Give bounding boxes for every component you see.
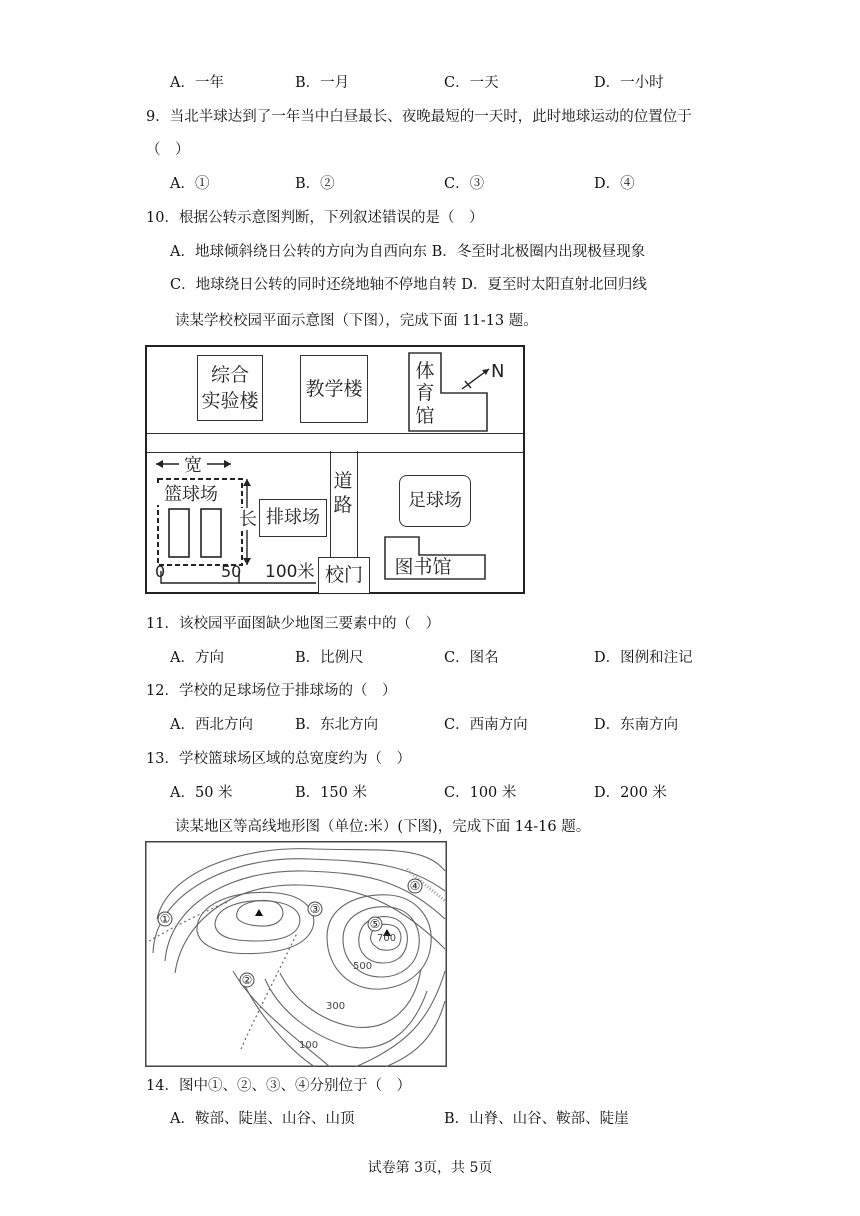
scale-label-100: 100米 <box>265 562 315 582</box>
q12-option-d: D．东南方向 <box>594 717 679 733</box>
contour-map-intro: 读某地区等高线地形图（单位:米）(下图)，完成下面 14-16 题。 <box>175 819 591 835</box>
campus-map <box>145 345 525 594</box>
basketball-label: 篮球场 <box>164 484 218 505</box>
marker-3: ③ <box>309 902 321 916</box>
contour-label-500: 500 <box>353 961 373 972</box>
q8-option-a: A．一年 <box>170 75 224 91</box>
q14-option-b: B．山脊、山谷、鞍部、陡崖 <box>444 1111 629 1127</box>
campus-map-intro: 读某学校校园平面示意图（下图），完成下面 11-13 题。 <box>175 313 538 329</box>
marker-5: ⑤ <box>369 917 381 931</box>
q9-stem: 9．当北半球达到了一年当中白昼最长、夜晚最短的一天时，此时地球运动的位置位于 <box>146 109 692 125</box>
q14-stem: 14．图中①、②、③、④分别位于（ ） <box>146 1078 411 1094</box>
q12-option-b: B．东北方向 <box>295 717 379 733</box>
school-gate: 校门 <box>318 557 370 593</box>
marker-2: ② <box>241 973 253 987</box>
q13-option-b: B．150 米 <box>295 785 367 801</box>
q8-option-d: D．一小时 <box>594 75 664 91</box>
q11-option-a: A．方向 <box>170 650 224 666</box>
lab-building: 综合 实验楼 <box>197 355 263 421</box>
contour-label-700: 700 <box>377 933 397 944</box>
page-footer: 试卷第 3页，共 5页 <box>367 1160 493 1176</box>
scale-label-0: 0 <box>155 562 166 581</box>
q13-stem: 13．学校篮球场区域的总宽度约为（ ） <box>146 751 411 767</box>
scale-bar <box>151 547 321 591</box>
north-arrow-icon <box>459 357 521 393</box>
q12-stem: 12．学校的足球场位于排球场的（ ） <box>146 683 397 699</box>
marker-4: ④ <box>409 879 421 893</box>
football-field: 足球场 <box>399 475 471 527</box>
contour-label-300: 300 <box>326 1001 346 1012</box>
library <box>383 535 489 585</box>
q14-option-a: A．鞍部、陡崖、山谷、山顶 <box>170 1111 355 1127</box>
q9-option-b: B．② <box>295 176 335 192</box>
q10-stem: 10．根据公转示意图判断，下列叙述错误的是（ ） <box>146 210 484 226</box>
gym-label-3: 馆 <box>415 405 435 427</box>
q10-options-line2: C．地球绕日公转的同时还绕地轴不停地自转 D．夏至时太阳直射北回归线 <box>170 277 647 293</box>
q9-option-c: C．③ <box>444 176 485 192</box>
marker-1: ① <box>159 912 171 926</box>
q11-option-d: D．图例和注记 <box>594 650 693 666</box>
q12-option-a: A．西北方向 <box>170 717 253 733</box>
q12-option-c: C．西南方向 <box>444 717 528 733</box>
q13-option-a: A．50 米 <box>170 785 233 801</box>
q8-option-c: C．一天 <box>444 75 499 91</box>
contour-label-100: 100 <box>299 1040 319 1051</box>
q8-option-b: B．一月 <box>295 75 350 91</box>
q11-option-c: C．图名 <box>444 650 499 666</box>
library-label: 图书馆 <box>394 556 452 578</box>
scale-label-50: 50 <box>221 562 242 581</box>
teaching-building: 教学楼 <box>300 355 368 423</box>
q11-stem: 11．该校园平面图缺少地图三要素中的（ ） <box>146 616 440 632</box>
q10-options-line1: A．地球倾斜绕日公转的方向为自西向东 B．冬至时北极圈内出现极昼现象 <box>170 244 646 260</box>
gym-label-2: 育 <box>415 382 435 404</box>
q13-option-c: C．100 米 <box>444 785 517 801</box>
road-label: 道 路 <box>333 470 353 516</box>
north-label: N <box>491 361 505 382</box>
campus-road-horizontal <box>147 433 523 453</box>
width-label: 宽 <box>184 455 202 476</box>
contour-map <box>145 841 447 1067</box>
q9-option-a: A．① <box>170 176 210 192</box>
q9-option-d: D．④ <box>594 176 635 192</box>
q13-option-d: D．200 米 <box>594 785 667 801</box>
q9-stem-bracket: （ ） <box>146 142 190 158</box>
length-label: 长 <box>239 509 257 530</box>
volleyball-court: 排球场 <box>259 499 327 537</box>
gym-label-1: 体 <box>415 360 435 382</box>
q11-option-b: B．比例尺 <box>295 650 364 666</box>
